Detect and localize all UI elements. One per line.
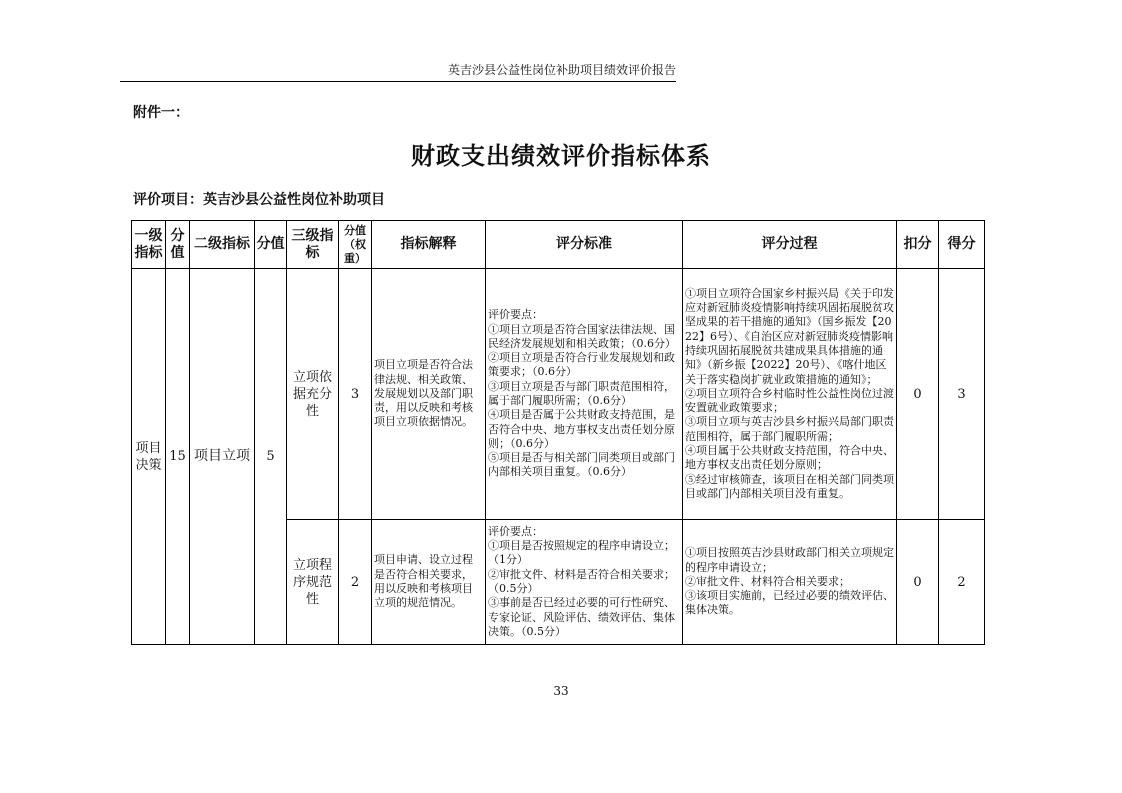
- level2-score: 5: [255, 269, 287, 645]
- scoring-process: ①项目立项符合国家乡村振兴局《关于印发应对新冠肺炎疫情影响持续巩固拓展脱贫攻坚成果的若干措施的通知》（国乡振发【2022】6号）、《自治区应对新冠肺炎疫情影响持续巩固拓展脱贫共建成果具体措施的通知》（新乡振【2022】20号）、《喀什地区关于落实稳岗扩就业政策措施的通知》； ②项目立项符合乡村临时性公益性岗位过渡安置就业政策要求； ③项目立项与英吉沙县乡村振兴局部门职责范围相符，属于部门履职所需； ④项目属于公共财政支持范围，符合中央、地方事权支出责任划分原则； ⑤经过审核筛查，该项目在相关部门同类项目或部门内部相关项目没有重复。: [683, 269, 897, 520]
- level2-name: 项目立项: [190, 269, 255, 645]
- level3-weight: 2: [339, 520, 372, 645]
- scoring-process: ①项目按照英吉沙县财政部门相关立项规定的程序申请设立； ②审批文件、材料符合相关要求； ③该项目实施前，已经过必要的绩效评估、集体决策。: [683, 520, 897, 645]
- scoring-criteria: 评价要点： ①项目是否按照规定的程序申请设立；（1分） ②审批文件、材料是否符合相关要求；（0.5分） ③事前是否已经过必要的可行性研究、专家论证、风险评估、绩效评估、集体决策。（0.5分）: [486, 520, 683, 645]
- running-header: 英吉沙县公益性岗位补助项目绩效评价报告: [447, 63, 676, 77]
- header-weight: 分值（权重）: [339, 221, 372, 269]
- header-score: 得分: [939, 221, 985, 269]
- header-deduction: 扣分: [897, 221, 939, 269]
- evaluation-project-line: 评价项目：英吉沙县公益性岗位补助项目: [133, 192, 385, 208]
- document-title: 财政支出绩效评价指标体系: [411, 142, 711, 170]
- table-row: [132, 269, 985, 520]
- header-process: 评分过程: [683, 221, 897, 269]
- header-level2: 二级指标: [190, 221, 255, 269]
- header-score1: 分值: [166, 221, 190, 269]
- score-value: 3: [939, 269, 985, 520]
- attachment-label: 附件一：: [133, 105, 189, 121]
- indicator-explanation: 项目申请、设立过程是否符合相关要求，用以反映和考核项目立项的规范情况。: [372, 520, 486, 645]
- level1-score: 15: [166, 269, 190, 645]
- score-value: 2: [939, 520, 985, 645]
- header-rule: [120, 81, 676, 82]
- indicator-explanation: 项目立项是否符合法律法规、相关政策、发展规划以及部门职责，用以反映和考核项目立项依据情况。: [372, 269, 486, 520]
- header-explanation: 指标解释: [372, 221, 486, 269]
- page-number: 33: [553, 684, 569, 698]
- table-header-row: [132, 221, 985, 269]
- level3-weight: 3: [339, 269, 372, 520]
- deduction-value: 0: [897, 520, 939, 645]
- level3-name: 立项程序规范性: [287, 520, 339, 645]
- indicator-table: [131, 220, 985, 645]
- level3-name: 立项依据充分性: [287, 269, 339, 520]
- scoring-criteria: 评价要点： ①项目立项是否符合国家法律法规、国民经济发展规划和相关政策；（0.6分） ②项目立项是否符合行业发展规划和政策要求；（0.6分） ③项目立项是否与部门职责范围相符，属于部门履职所需；（0.6分） ④项目是否属于公共财政支持范围，是否符合中央、地方事权支出责任划分原则；（0.6分） ⑤项目是否与相关部门同类项目或部门内部相关项目重复。（0.6分）: [486, 269, 683, 520]
- header-level1: 一级指标: [132, 221, 166, 269]
- header-level3: 三级指标: [287, 221, 339, 269]
- level1-name: 项目决策: [132, 269, 166, 645]
- header-criteria: 评分标准: [486, 221, 683, 269]
- deduction-value: 0: [897, 269, 939, 520]
- header-score2: 分值: [255, 221, 287, 269]
